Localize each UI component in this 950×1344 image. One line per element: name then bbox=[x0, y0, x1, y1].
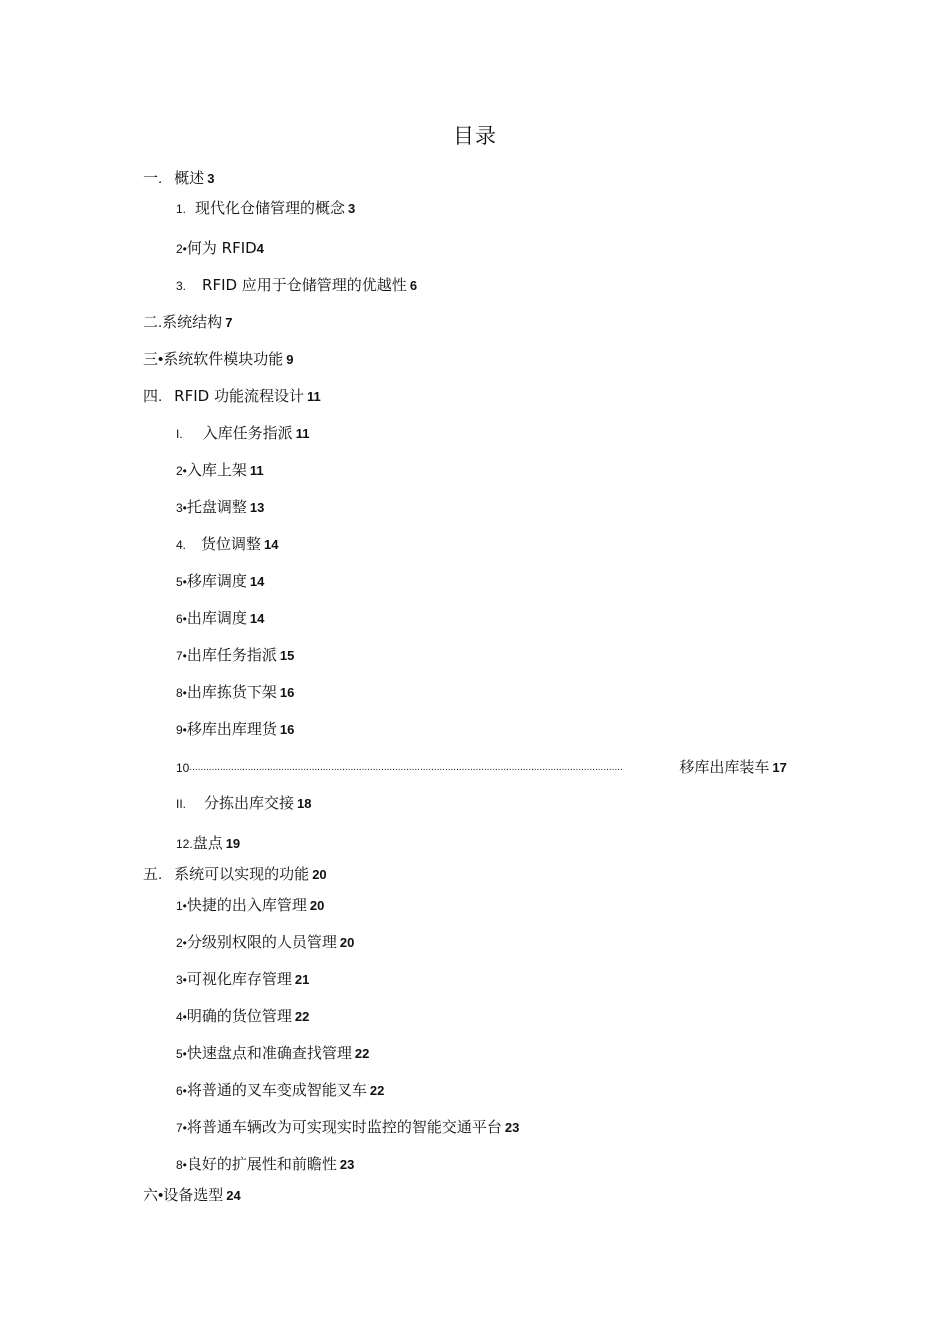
toc-entry-page: 16 bbox=[279, 685, 295, 700]
toc-entry-1-3[interactable] bbox=[176, 276, 417, 295]
toc-entry-text: 可视化库存管理 bbox=[186, 970, 292, 988]
toc-entry-page: 19 bbox=[225, 836, 241, 851]
toc-entry-number: 6• bbox=[176, 1084, 187, 1098]
toc-entry-number: 六• bbox=[143, 1187, 164, 1204]
toc-entry-5-1[interactable] bbox=[176, 896, 324, 915]
toc-entry-number: 4. bbox=[176, 538, 187, 552]
toc-entry-number: 3. bbox=[176, 279, 187, 293]
toc-entry-number: 7• bbox=[176, 649, 187, 663]
toc-entry-text: 移库调度 bbox=[186, 572, 247, 590]
toc-entry-number: 一. bbox=[143, 170, 163, 187]
toc-entry-1-2[interactable] bbox=[176, 239, 264, 258]
toc-entry-page: 11 bbox=[306, 389, 321, 404]
toc-entry-page: 14 bbox=[249, 574, 265, 589]
toc-entry-text: 系统软件模块功能 bbox=[163, 350, 284, 368]
toc-entry-text: 移库出库装车 bbox=[679, 758, 770, 776]
toc-entry-text: 盘点 bbox=[192, 834, 223, 852]
toc-entry-4-4[interactable] bbox=[176, 535, 279, 554]
toc-entry-5-5[interactable] bbox=[176, 1044, 369, 1063]
toc-entry-page: 3 bbox=[207, 171, 215, 186]
page-title: 目录 bbox=[453, 124, 497, 148]
toc-entry-page: 22 bbox=[294, 1009, 310, 1024]
toc-entry-4-11[interactable] bbox=[176, 794, 312, 813]
toc-entry-page: 11 bbox=[295, 426, 310, 441]
toc-entry-text: 快捷的出入库管理 bbox=[186, 896, 307, 914]
toc-entry-text: 系统结构 bbox=[162, 313, 223, 331]
toc-entry-page: 20 bbox=[312, 867, 327, 882]
toc-entry-number: 10 bbox=[176, 761, 190, 775]
toc-entry-text: 概述 bbox=[174, 169, 205, 187]
toc-entry-number: 6• bbox=[176, 612, 187, 626]
toc-entry-page: 15 bbox=[279, 648, 295, 663]
toc-entry-text: 分级别权限的人员管理 bbox=[186, 933, 337, 951]
toc-entry-page: 14 bbox=[249, 611, 265, 626]
toc-entry-number: 3• bbox=[176, 501, 187, 515]
toc-entry-text: 良好的扩展性和前瞻性 bbox=[186, 1155, 337, 1173]
toc-entry-number: II. bbox=[176, 797, 187, 811]
toc-entry-number: 2• bbox=[176, 936, 187, 950]
toc-entry-text: 分拣出库交接 bbox=[204, 794, 295, 812]
toc-entry-page: 23 bbox=[504, 1120, 520, 1135]
leader-dots: ............................................................................................................................................................ bbox=[189, 762, 623, 773]
toc-entry-5-2[interactable] bbox=[176, 933, 354, 952]
toc-entry-5-4[interactable] bbox=[176, 1007, 309, 1026]
toc-entry-number: 8• bbox=[176, 686, 187, 700]
toc-entry-page: 13 bbox=[249, 500, 265, 515]
toc-entry-number: 三• bbox=[143, 351, 164, 368]
toc-entry-page: 22 bbox=[369, 1083, 385, 1098]
toc-entry-text: 出库任务指派 bbox=[186, 646, 277, 664]
toc-entry-page: 3 bbox=[348, 201, 356, 216]
toc-entry-text: RFID 应用于仓储管理的优越性 bbox=[202, 276, 407, 294]
toc-entry-page: 6 bbox=[409, 278, 418, 293]
toc-entry-4-5[interactable] bbox=[176, 572, 264, 591]
toc-entry-text: 入库上架 bbox=[186, 461, 247, 479]
toc-entry-number: 5• bbox=[176, 575, 187, 589]
toc-entry-4-6[interactable] bbox=[176, 609, 264, 628]
toc-entry-section-2[interactable] bbox=[143, 313, 232, 332]
toc-entry-number: 4• bbox=[176, 1010, 187, 1024]
toc-entry-page: 9 bbox=[286, 352, 294, 367]
toc-entry-page: 18 bbox=[297, 796, 312, 811]
toc-entry-text: 何为 RFID bbox=[186, 239, 257, 257]
toc-entry-page: 20 bbox=[309, 898, 325, 913]
toc-entry-number: 二. bbox=[143, 314, 163, 331]
toc-entry-section-5[interactable] bbox=[143, 865, 327, 884]
toc-entry-number: 12. bbox=[176, 837, 193, 851]
toc-entry-text: 快速盘点和准确查找管理 bbox=[186, 1044, 352, 1062]
toc-entry-number: I. bbox=[176, 427, 183, 441]
toc-entry-5-7[interactable] bbox=[176, 1118, 519, 1137]
toc-entry-section-3[interactable] bbox=[143, 350, 294, 369]
toc-entry-4-2[interactable] bbox=[176, 461, 264, 480]
toc-entry-number: 5• bbox=[176, 1047, 187, 1061]
toc-entry-text: RFID 功能流程设计 bbox=[174, 387, 304, 405]
toc-entry-4-1[interactable] bbox=[176, 424, 309, 443]
toc-entry-page: 7 bbox=[225, 315, 233, 330]
toc-entry-number: 1. bbox=[176, 202, 187, 216]
toc-entry-number: 9• bbox=[176, 723, 187, 737]
toc-entry-number: 3• bbox=[176, 973, 187, 987]
toc-entry-5-6[interactable] bbox=[176, 1081, 384, 1100]
toc-entry-number: 7• bbox=[176, 1121, 187, 1135]
toc-entry-text: 出库拣货下架 bbox=[186, 683, 277, 701]
toc-entry-5-3[interactable] bbox=[176, 970, 309, 989]
toc-entry-text: 将普通车辆改为可实现实时监控的智能交通平台 bbox=[186, 1118, 502, 1136]
toc-entry-4-9[interactable] bbox=[176, 720, 294, 739]
toc-entry-number: 8• bbox=[176, 1158, 187, 1172]
toc-entry-section-6[interactable] bbox=[143, 1186, 241, 1205]
toc-entry-number: 2• bbox=[176, 464, 187, 478]
toc-entry-4-8[interactable] bbox=[176, 683, 294, 702]
toc-entry-text: 系统可以实现的功能 bbox=[174, 865, 310, 883]
toc-entry-page: 17 bbox=[772, 760, 787, 775]
toc-entry-text: 出库调度 bbox=[186, 609, 247, 627]
toc-entry-text: 移库出库理货 bbox=[186, 720, 277, 738]
toc-entry-page: 16 bbox=[279, 722, 295, 737]
toc-entry-number: 1• bbox=[176, 899, 187, 913]
toc-entry-page: 24 bbox=[226, 1188, 241, 1203]
toc-entry-1-1[interactable] bbox=[176, 199, 355, 218]
toc-entry-text: 设备选型 bbox=[163, 1186, 224, 1204]
toc-entry-4-12[interactable] bbox=[176, 834, 240, 853]
toc-entry-page: 14 bbox=[264, 537, 279, 552]
toc-entry-4-3[interactable] bbox=[176, 498, 264, 517]
toc-entry-page: 4 bbox=[256, 241, 264, 256]
toc-entry-text: 托盘调整 bbox=[186, 498, 247, 516]
toc-entry-page: 21 bbox=[294, 972, 310, 987]
toc-entry-4-7[interactable] bbox=[176, 646, 294, 665]
toc-entry-text: 货位调整 bbox=[201, 535, 262, 553]
toc-entry-text: 现代化仓储管理的概念 bbox=[195, 199, 346, 217]
toc-entry-text: 将普通的叉车变成智能叉车 bbox=[186, 1081, 367, 1099]
toc-entry-4-10[interactable] bbox=[176, 758, 787, 777]
toc-entry-page: 20 bbox=[339, 935, 355, 950]
toc-entry-page: 23 bbox=[339, 1157, 355, 1172]
toc-entry-number: 四. bbox=[143, 388, 163, 405]
toc-entry-page: 22 bbox=[354, 1046, 370, 1061]
toc-entry-page: 11 bbox=[249, 463, 264, 478]
toc-entry-number: 2• bbox=[176, 242, 187, 256]
toc-entry-text: 入库任务指派 bbox=[202, 424, 293, 442]
toc-entry-section-1[interactable] bbox=[143, 169, 214, 188]
toc-entry-number: 五. bbox=[143, 866, 163, 883]
toc-entry-5-8[interactable] bbox=[176, 1155, 354, 1174]
toc-entry-text: 明确的货位管理 bbox=[186, 1007, 292, 1025]
toc-entry-section-4[interactable] bbox=[143, 387, 321, 406]
